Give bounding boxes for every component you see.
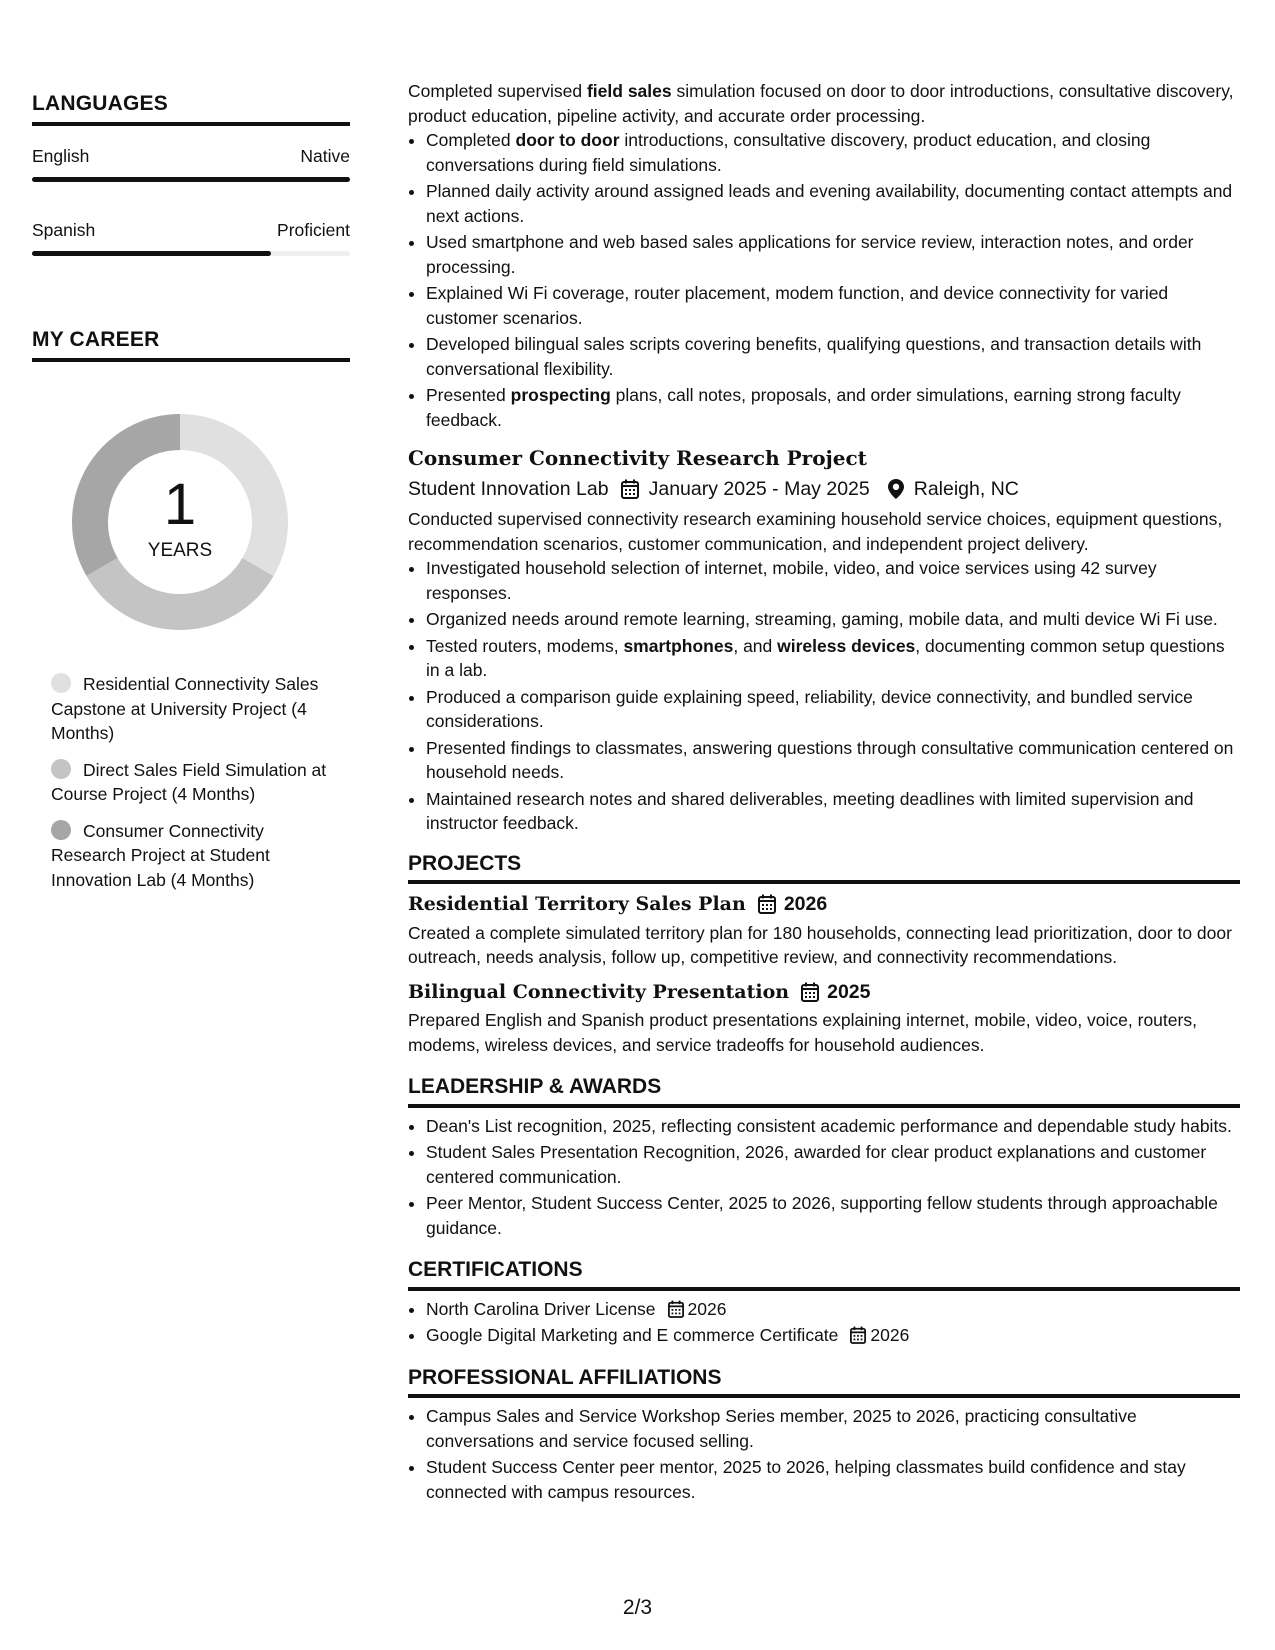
left-column (32, 92, 350, 904)
job-title: Consumer Connectivity Research Project (408, 446, 867, 470)
language-proficiency-fill (32, 177, 350, 182)
bullet-item: • Organized needs around remote learning, streaming, gaming, mobile data, and multi device Wi Fi use. (426, 607, 1240, 632)
project-name: Residential Territory Sales Plan (408, 893, 746, 915)
career-heading: MY CAREER (32, 328, 350, 362)
career-legend-item (51, 758, 341, 807)
text: plans, call notes, proposals, and order simulations, earning strong faculty feedback. (426, 385, 1181, 430)
project-description: Prepared English and Spanish product presentations explaining internet, mobile, video, voice, routers, modems, wireless devices, and service tradeoffs for household audiences. (408, 1010, 1197, 1055)
text: , documenting common setup questions in a lab. (426, 635, 1225, 680)
language-english (32, 146, 350, 182)
language-proficiency-bar (32, 177, 350, 182)
bold-keyword: wireless devices (777, 635, 916, 656)
project-year: 2025 (827, 980, 871, 1003)
experience-intro (408, 79, 1240, 128)
bullet-item: • Used smartphone and web based sales applications for service review, interaction notes, and order processing. (426, 230, 1240, 279)
bullet-item: • Investigated household selection of internet, mobile, video, and voice services using 42 survey responses. (426, 556, 1240, 605)
experience-bullets (408, 128, 1240, 432)
text: , and (733, 635, 778, 656)
certification-item (426, 1297, 1240, 1322)
bold-keyword: smartphones (623, 635, 734, 656)
text: introductions, consultative discovery, product education, and closing conversations during field simulations. (426, 130, 1151, 175)
bullet-item: • Produced a comparison guide explaining speed, reliability, device connectivity, and bundled service considerations. (426, 685, 1240, 734)
job-bullets (408, 556, 1240, 836)
calendar-icon (758, 894, 776, 914)
career-donut-chart (64, 406, 296, 638)
bold-keyword: prospecting (510, 385, 611, 405)
calendar-icon (668, 1300, 684, 1318)
text: simulation focused on door to door introductions, consultative discovery, product education, pipeline activity, and accurate order processing. (408, 81, 1234, 126)
text: Tested routers, modems, (426, 635, 624, 656)
job-summary: Conducted supervised connectivity research examining household service choices, equipment questions, recommendation scenarios, customer communication, and independent project delivery. (408, 509, 1223, 554)
bullet-item: • Planned daily activity around assigned leads and evening availability, documenting contact attempts and next actions. (426, 179, 1240, 228)
career-years-label: YEARS (147, 540, 213, 561)
calendar-icon (801, 982, 819, 1002)
language-proficiency-fill (32, 251, 271, 256)
career-legend-item (51, 819, 341, 893)
career-legend (51, 672, 341, 892)
project-item (408, 892, 1240, 970)
bullet-item: • Campus Sales and Service Workshop Series member, 2025 to 2026, practicing consultative conversations and service focused selling. (426, 1404, 1240, 1453)
leadership-heading: LEADERSHIP & AWARDS (408, 1075, 1240, 1108)
job-dates: January 2025 - May 2025 (648, 477, 870, 500)
language-level: Native (300, 146, 350, 166)
bullet-item (426, 128, 1240, 177)
bullet-item: • Peer Mentor, Student Success Center, 2025 to 2026, supporting fellow students through approachable guidance. (426, 1191, 1240, 1240)
certification-year: 2026 (687, 1298, 727, 1319)
language-level: Proficient (277, 220, 350, 240)
right-column (408, 79, 1240, 1506)
affiliations-list (408, 1404, 1240, 1504)
job-organization: Student Innovation Lab (408, 477, 609, 500)
bullet-item (426, 634, 1240, 683)
bold-keyword: door to door (515, 130, 620, 150)
page-number: 2/3 (622, 1596, 653, 1619)
legend-label: Consumer Connectivity Research Project at Student Innovation Lab (4 Months) (51, 820, 270, 890)
text: Presented (426, 385, 511, 405)
job-meta (408, 477, 1240, 502)
location-pin-icon (888, 479, 904, 499)
career-total-years: 1 (163, 472, 197, 537)
bullet-item: • Student Success Center peer mentor, 2025 to 2026, helping classmates build confidence and stay connected with campus resources. (426, 1455, 1240, 1504)
career-legend-item (51, 672, 341, 746)
calendar-icon (850, 1326, 866, 1344)
affiliations-heading: PROFESSIONAL AFFILIATIONS (408, 1366, 1240, 1399)
text: Completed (426, 130, 516, 150)
bullet-item: • Maintained research notes and shared deliverables, meeting deadlines with limited supervision and instructor feedback. (426, 787, 1240, 836)
projects-heading: PROJECTS (408, 852, 1240, 885)
certification-name: • Google Digital Marketing and E commerce Certificate (426, 1325, 839, 1345)
certification-year: 2026 (870, 1325, 910, 1345)
project-item (408, 980, 1240, 1058)
text: Completed supervised (408, 81, 587, 101)
legend-dot (51, 759, 71, 779)
calendar-icon (621, 479, 639, 499)
legend-label: Residential Connectivity Sales Capstone at University Project (4 Months) (51, 674, 319, 743)
leadership-list (408, 1114, 1240, 1241)
project-name: Bilingual Connectivity Presentation (408, 980, 790, 1003)
bullet-item (426, 383, 1240, 432)
legend-dot (51, 820, 71, 840)
bullet-item: • Explained Wi Fi coverage, router placement, modem function, and device connectivity for varied customer scenarios. (426, 281, 1240, 330)
certifications-list (408, 1297, 1240, 1348)
certification-item (426, 1323, 1240, 1348)
legend-dot (51, 673, 71, 693)
project-year: 2026 (783, 893, 828, 915)
language-name: Spanish (32, 220, 96, 240)
bullet-item: • Student Sales Presentation Recognition, 2026, awarded for clear product explanations and customer centered communication. (426, 1140, 1240, 1189)
certification-name: • North Carolina Driver License (426, 1298, 656, 1319)
bullet-item: • Developed bilingual sales scripts covering benefits, qualifying questions, and transaction details with conversational flexibility. (426, 332, 1240, 381)
language-proficiency-bar (32, 251, 350, 256)
languages-heading: LANGUAGES (32, 92, 350, 126)
language-spanish (32, 220, 350, 256)
legend-label: Direct Sales Field Simulation at Course Project (4 Months) (51, 759, 327, 804)
language-name: English (32, 146, 90, 166)
bullet-item: • Dean's List recognition, 2025, reflecting consistent academic performance and dependable study habits. (426, 1114, 1240, 1139)
bullet-item: • Presented findings to classmates, answering questions through consultative communication centered on household needs. (426, 736, 1240, 785)
bold-keyword: field sales (586, 81, 672, 101)
certifications-heading: CERTIFICATIONS (408, 1258, 1240, 1291)
project-description: Created a complete simulated territory plan for 180 households, connecting lead prioritization, door to door outreach, needs analysis, follow up, competitive review, and connectivity recommendations. (408, 922, 1232, 967)
job-location: Raleigh, NC (913, 477, 1019, 500)
